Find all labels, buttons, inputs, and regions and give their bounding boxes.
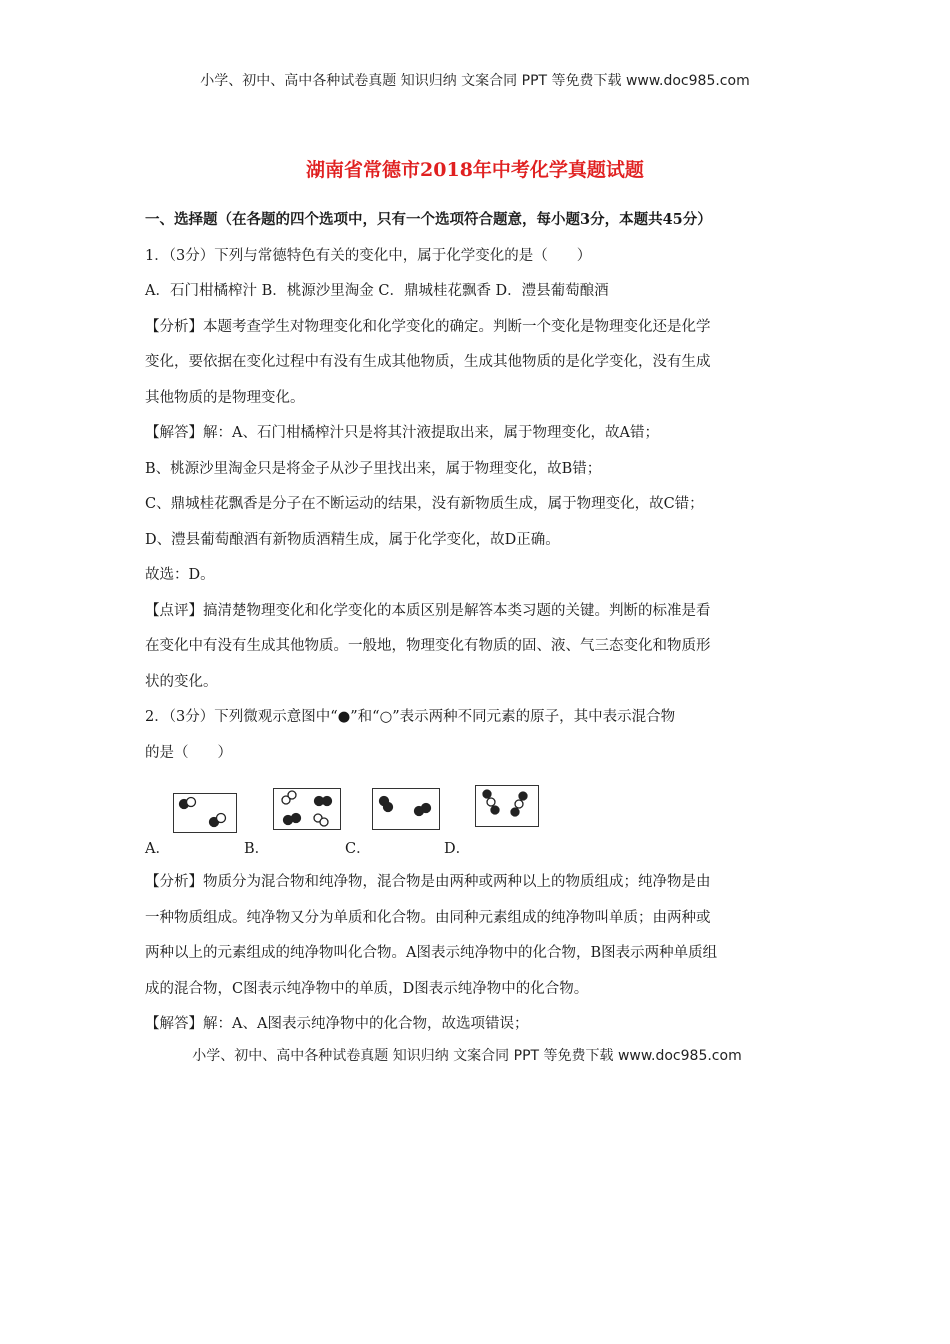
molecule-icon: [511, 792, 527, 816]
option-c-diagram: [372, 788, 440, 830]
q2-option-diagrams: [145, 785, 810, 869]
q1-analysis-line: 【分析】本题考查学生对物理变化和化学变化的确定。判断一个变化是物理变化还是化学: [145, 318, 711, 335]
q1-answer-line: B、桃源沙里淘金只是将金子从沙子里找出来，属于物理变化，故B错；: [145, 460, 602, 477]
q2-analysis-line: 成的混合物，C图表示纯净物中的单质，D图表示纯净物中的化合物。: [145, 980, 589, 997]
q1-analysis-line: 其他物质的是物理变化。: [145, 389, 305, 406]
molecule-icon: [180, 798, 196, 809]
molecule-icon: [210, 814, 226, 827]
q1-comment-line: 在变化中有没有生成其他物质。一般地，物理变化有物质的固、液、气三态变化和物质形: [145, 638, 711, 654]
q2-answer-line: 【解答】解：A、A图表示纯净物中的化合物，故选项错误；: [145, 1016, 529, 1032]
q2-analysis-line: 【分析】物质分为混合物和纯净物，混合物是由两种或两种以上的物质组成；纯净物是由: [145, 874, 711, 890]
q1-answer-line: 【解答】解：A、石门柑橘榨汁只是将其汁液提取出来，属于物理变化，故A错；: [145, 425, 659, 441]
molecule-icon: [282, 791, 296, 804]
option-d-label: D．: [444, 841, 471, 857]
q1-analysis-line: 变化，要依据在变化过程中有没有生成其他物质，生成其他物质的是化学变化，没有生成: [145, 354, 711, 370]
page-header: 小学、初中、高中各种试卷真题 知识归纳 文案合同 PPT 等免费下载 www.doc985.com: [200, 73, 750, 89]
option-c-label: C．: [345, 841, 371, 857]
molecule-icon: [314, 814, 328, 826]
q2-analysis-line: 一种物质组成。纯净物又分为单质和化合物。由同种元素组成的纯净物叫单质；由两种或: [145, 909, 711, 926]
option-a-diagram: [173, 793, 237, 833]
q1-stem: 1．（3分）下列与常德特色有关的变化中，属于化学变化的是（ ）: [145, 247, 592, 264]
q1-answer-line: 故选：D。: [145, 567, 215, 583]
q1-comment-line: 状的变化。: [145, 673, 218, 690]
molecule-icon: [483, 790, 499, 814]
q1-options: A．石门柑橘榨汁 B．桃源沙里淘金 C．鼎城桂花飘香 D．澧县葡萄酿酒: [145, 283, 609, 299]
q1-answer-line: C、鼎城桂花飘香是分子在不断运动的结果，没有新物质生成，属于物理变化，故C错；: [145, 496, 704, 512]
document-body: [145, 207, 810, 1047]
q1-answer-line: D、澧县葡萄酿酒有新物质酒精生成，属于化学变化，故D正确。: [145, 531, 560, 548]
q2-analysis-line: 两种以上的元素组成的纯净物叫化合物。A图表示纯净物中的化合物，B图表示两种单质组: [145, 945, 718, 961]
option-d-diagram: [475, 785, 539, 827]
document-title: 湖南省常德市2018年中考化学真题试题: [306, 159, 644, 181]
q2-stem-line: 2．（3分）下列微观示意图中“●”和“○”表示两种不同元素的原子，其中表示混合物: [145, 709, 676, 725]
molecule-icon: [380, 797, 393, 812]
page-footer: 小学、初中、高中各种试卷真题 知识归纳 文案合同 PPT 等免费下载 www.doc985.com: [192, 1048, 742, 1064]
option-b-diagram: [273, 788, 341, 830]
q2-stem-line: 的是（ ）: [145, 744, 232, 761]
q1-comment-line: 【点评】搞清楚物理变化和化学变化的本质区别是解答本类习题的关键。判断的标准是看: [145, 602, 711, 619]
molecule-icon: [415, 804, 431, 816]
molecule-icon: [284, 814, 301, 825]
molecule-icon: [315, 797, 332, 806]
section-heading: 一、选择题（在各题的四个选项中，只有一个选项符合题意，每小题3分，本题共45分）: [145, 211, 712, 228]
option-a-label: A．: [145, 841, 170, 857]
option-b-label: B．: [244, 841, 270, 857]
